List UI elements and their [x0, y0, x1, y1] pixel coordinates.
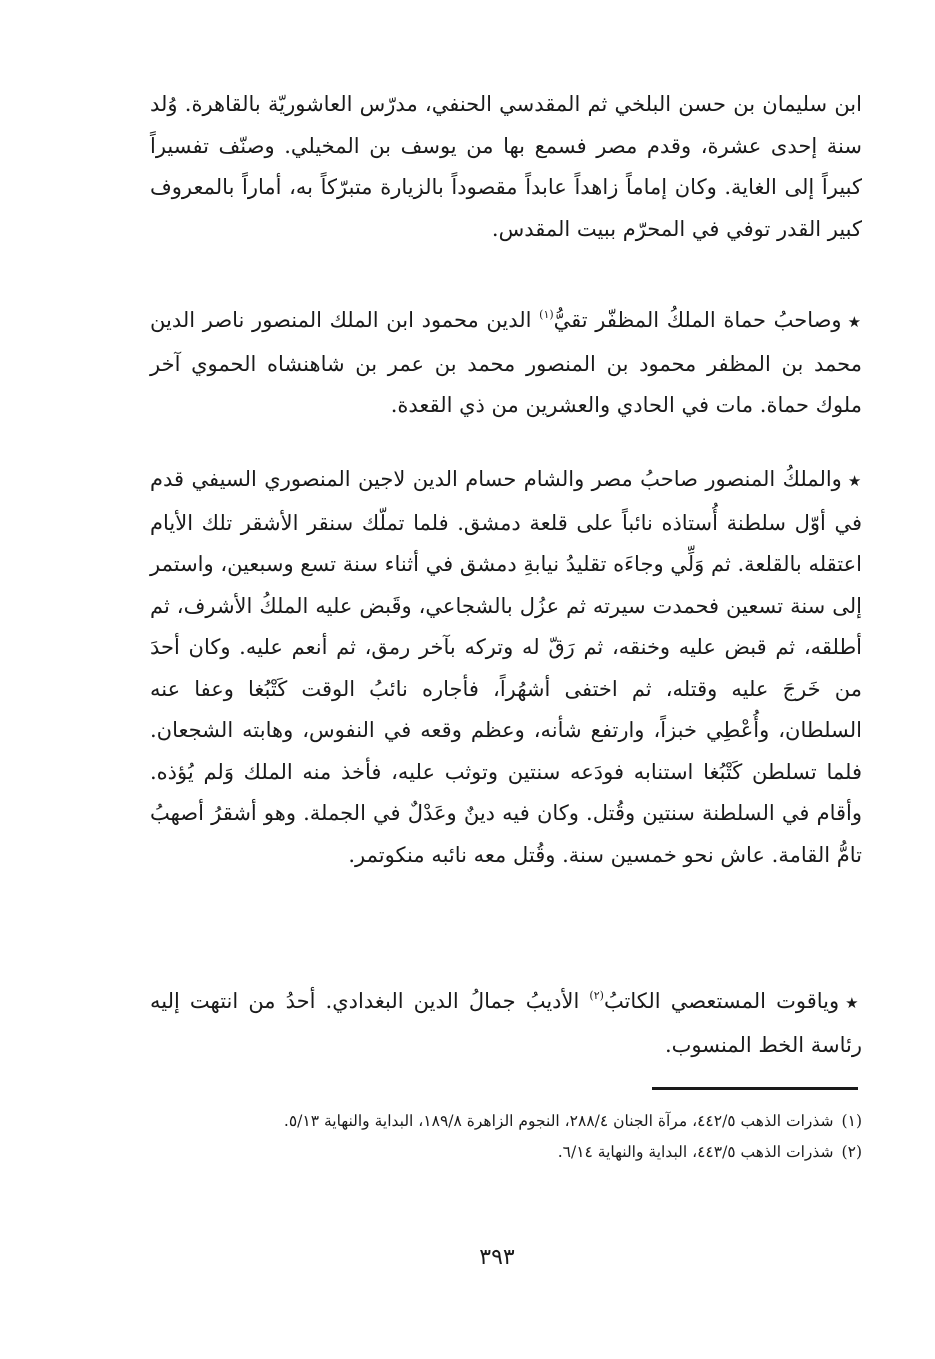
footnote-number: (١) [841, 1112, 862, 1130]
page-number: ٣٩٣ [479, 1245, 515, 1270]
entry-text-b: الدين محمود ابن الملك المنصور ناصر الدين محمد بن المظفر محمود بن المنصور محمد بن عمر بن شاهنشاه الحموي آخر ملوك حماة. مات في الحادي والعشرين من ذي القعدة. [150, 308, 862, 417]
entry-yaqut [150, 981, 862, 1066]
entry-lajin [150, 459, 862, 876]
footnotes [165, 1106, 862, 1168]
footnote-divider [652, 1087, 858, 1090]
star-bullet-icon: ★ [847, 472, 863, 490]
entry-text: والملكُ المنصور صاحبُ مصر والشام حسام الدين لاجين المنصوري السيفي قدم في أوّل سلطنة أُستاذه نائباً على قلعة دمشق. فلما تملّك سنقر الأشقر تلك الأيام اعتقله بالقلعة. ثم وَلِّي وجاءَه تقليدُ نيابةِ دمشق في أثناء سنة تسع وسبعين، واستمر إلى سنة تسعين فحمدت سيرته ثم عزُل بالشجاعي، وقَبض عليه الملكُ الأشرف، ثم أطلقه، ثم قبض عليه وخنقه، ثم رَقّ له وتركه بآخر رمق، ثم أنعم عليه. وكان أحدَ من خَرجَ عليه وقتله، ثم اختفى أشهُراً، فأجاره نائبُ الوقت كَتْبُغا وعفا عنه السلطان، وأُعْطِي خبزاً، وارتفع شأنه، وعظم وقعه في النفوس، وهابته الشجعان. فلما تسلطن كَتْبُغا استنابه فودَعه سنتين وتوثب عليه، فأخذ منه الملك وَلم يُؤذه. وأقام في السلطنة سنتين وقُتل. وكان فيه دينٌ وعَدْلٌ في الجملة. وهو أشقرُ أصهبُ تامُّ القامة. عاش نحو خمسين سنة. وقُتل معه نائبه منكوتمر. [150, 467, 862, 867]
star-bullet-icon: ★ [845, 994, 862, 1012]
paragraph-1: ابن سليمان بن حسن البلخي ثم المقدسي الحنفي، مدرّس العاشوريّة بالقاهرة. وُلد سنة إحدى عشرة، وقدم مصر فسمع بها من يوسف بن المخيلي. وصنّف تفسيراً كبيراً إلى الغاية. وكان إماماً زاهداً عابداً مقصوداً بالزيارة متبرّكاً به، أماراً بالمعروف كبير القدر توفي في المحرّم ببيت المقدس. [150, 92, 862, 241]
entry-text-a: وصاحبُ حماة الملكُ المظفّر تقيُّ [553, 308, 842, 332]
footnote-ref-2[interactable]: (٢) [589, 989, 604, 1002]
footnote-ref-1[interactable]: (١) [539, 308, 554, 321]
footnote-text: شذرات الذهب ٤٤٢/٥، مرآة الجنان ٢٨٨/٤، النجوم الزاهرة ١٨٩/٨، البداية والنهاية ٥/١٣. [283, 1112, 834, 1130]
entry-hama-ruler [150, 300, 862, 427]
footnote-number: (٢) [841, 1143, 862, 1161]
footnote-1 [165, 1106, 862, 1137]
entry-text-b: الأديبُ جمالُ الدين البغدادي. أحدُ من انتهت إليه رئاسة الخط المنسوب. [150, 989, 862, 1057]
entry-text-a: وياقوت المستعصي الكاتبُ [603, 989, 840, 1013]
star-bullet-icon: ★ [847, 313, 862, 331]
footnote-text: شذرات الذهب ٤٤٣/٥، البداية والنهاية ٦/١٤. [557, 1143, 834, 1161]
footnote-2 [165, 1137, 862, 1168]
